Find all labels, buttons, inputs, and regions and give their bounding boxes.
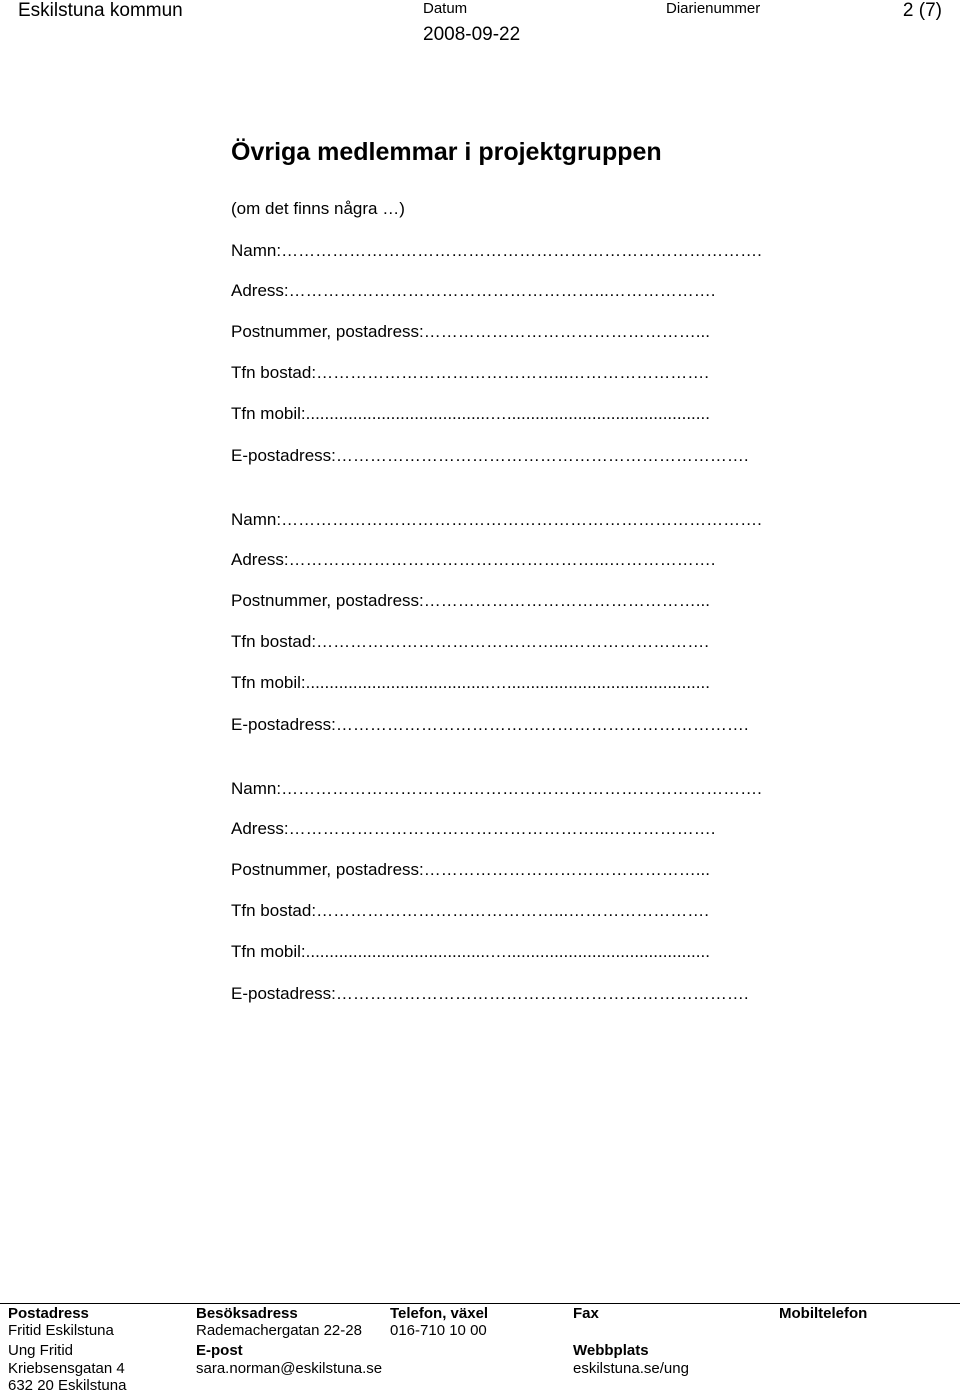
field-name[interactable] <box>231 778 951 800</box>
header-date-label: Datum <box>423 0 468 17</box>
field-name[interactable] <box>231 240 951 262</box>
footer-fax-label: Fax <box>573 1305 599 1322</box>
field-label: Tfn mobil: <box>231 404 306 423</box>
footer-website-value[interactable]: eskilstuna.se/ung <box>573 1360 689 1377</box>
field-postal-code[interactable] <box>231 321 951 343</box>
field-label: E-postadress: <box>231 446 336 465</box>
field-label: Postnummer, postadress: <box>231 860 424 879</box>
field-label: Namn: <box>231 510 282 529</box>
footer-divider <box>0 1303 960 1304</box>
field-fill-line: ………………………………………………………………. <box>335 446 749 465</box>
field-label: E-postadress: <box>231 715 336 734</box>
field-name[interactable] <box>231 509 951 531</box>
footer-phone-value: 016-710 10 00 <box>390 1322 487 1339</box>
field-fill-line: ……………………………………...……………………. <box>316 363 709 382</box>
field-label: Adress: <box>231 281 289 300</box>
page-title: Övriga medlemmar i projektgruppen <box>231 138 662 166</box>
field-label: Tfn bostad: <box>231 901 317 920</box>
footer-email-value[interactable]: sara.norman@eskilstuna.se <box>196 1360 383 1377</box>
header-registration-number-label: Diarienummer <box>666 0 761 17</box>
field-mobile-phone[interactable] <box>231 941 951 963</box>
field-address[interactable] <box>231 280 951 302</box>
field-fill-line: ………………………………………………...………………. <box>288 819 716 838</box>
field-fill-line: ………………………………………………...………………. <box>288 550 716 569</box>
field-email[interactable] <box>231 983 951 1005</box>
footer-postal-address-line: Ung Fritid <box>8 1342 74 1359</box>
field-fill-line: .......................................…........................................... <box>305 673 710 692</box>
field-email[interactable] <box>231 445 951 467</box>
footer-visiting-address-label: Besöksadress <box>196 1305 298 1322</box>
field-fill-line: .......................................…........................................... <box>305 942 710 961</box>
footer-postal-address-line: Fritid Eskilstuna <box>8 1322 114 1339</box>
field-label: Namn: <box>231 241 282 260</box>
header-org-name: Eskilstuna kommun <box>18 0 183 21</box>
page-subtitle: (om det finns några …) <box>231 199 405 218</box>
field-fill-line: …………………………………………... <box>423 322 710 341</box>
field-fill-line: ……………………………………...……………………. <box>316 901 709 920</box>
field-fill-line: …………………………………………………………………………. <box>281 779 762 798</box>
field-label: Adress: <box>231 550 289 569</box>
field-label: Postnummer, postadress: <box>231 591 424 610</box>
field-fill-line: ……………………………………...……………………. <box>316 632 709 651</box>
field-fill-line: ………………………………………………………………. <box>335 715 749 734</box>
field-address[interactable] <box>231 549 951 571</box>
field-label: Tfn bostad: <box>231 632 317 651</box>
field-home-phone[interactable] <box>231 631 951 653</box>
field-mobile-phone[interactable] <box>231 672 951 694</box>
footer-mobile-label: Mobiltelefon <box>779 1305 868 1322</box>
header-date-value: 2008-09-22 <box>423 24 521 45</box>
footer-postal-address-label: Postadress <box>8 1305 89 1322</box>
field-fill-line: …………………………………………………………………………. <box>281 241 762 260</box>
field-label: Namn: <box>231 779 282 798</box>
field-fill-line: ………………………………………………………………. <box>335 984 749 1003</box>
footer-email-label: E-post <box>196 1342 243 1359</box>
field-postal-code[interactable] <box>231 859 951 881</box>
field-mobile-phone[interactable] <box>231 403 951 425</box>
field-home-phone[interactable] <box>231 900 951 922</box>
field-label: Tfn bostad: <box>231 363 317 382</box>
field-home-phone[interactable] <box>231 362 951 384</box>
footer-website-label: Webbplats <box>573 1342 649 1359</box>
field-fill-line: …………………………………………... <box>423 591 710 610</box>
field-fill-line: …………………………………………... <box>423 860 710 879</box>
footer-postal-address-line: Kriebsensgatan 4 <box>8 1360 125 1377</box>
field-email[interactable] <box>231 714 951 736</box>
field-address[interactable] <box>231 818 951 840</box>
footer-postal-address-line: 632 20 Eskilstuna <box>8 1377 127 1394</box>
footer-phone-label: Telefon, växel <box>390 1305 489 1322</box>
field-fill-line: …………………………………………………………………………. <box>281 510 762 529</box>
field-label: Tfn mobil: <box>231 673 306 692</box>
footer-visiting-address-value: Rademachergatan 22-28 <box>196 1322 362 1339</box>
field-label: Tfn mobil: <box>231 942 306 961</box>
field-postal-code[interactable] <box>231 590 951 612</box>
field-fill-line: ………………………………………………...………………. <box>288 281 716 300</box>
field-label: E-postadress: <box>231 984 336 1003</box>
field-fill-line: .......................................…........................................... <box>305 404 710 423</box>
header-page-number: 2 (7) <box>902 0 942 21</box>
field-label: Adress: <box>231 819 289 838</box>
field-label: Postnummer, postadress: <box>231 322 424 341</box>
